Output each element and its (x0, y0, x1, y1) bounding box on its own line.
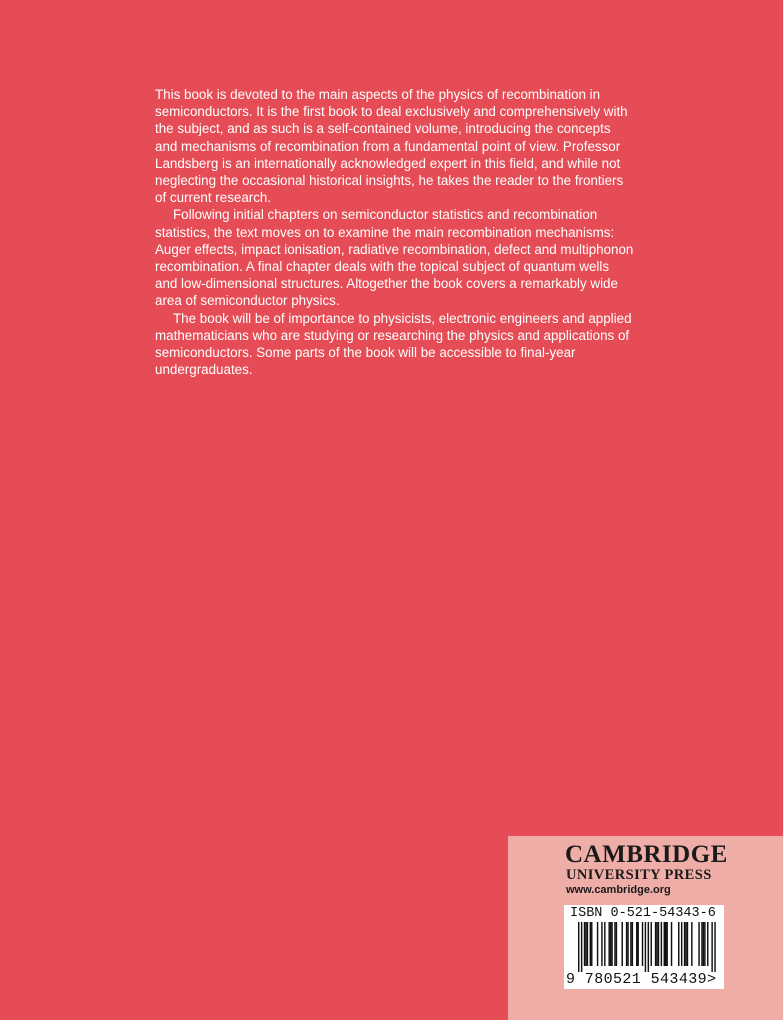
publisher-name: CAMBRIDGE (565, 841, 728, 868)
barcode-bar (656, 922, 657, 966)
barcode-bar (578, 922, 579, 972)
publisher-panel (508, 836, 783, 1020)
ean-marker: > (707, 971, 717, 988)
barcode-bar (685, 922, 686, 966)
isbn-label: ISBN 0-521-54343-6 (570, 906, 716, 921)
barcode-bar (608, 922, 609, 966)
barcode-bar (711, 922, 712, 972)
barcode-bar (666, 922, 667, 966)
barcode-bar (591, 922, 592, 966)
publisher-subtitle: UNIVERSITY PRESS (566, 867, 712, 883)
barcode-bar (614, 922, 615, 966)
barcode-bar (645, 922, 646, 972)
barcode-bar (665, 922, 666, 966)
barcode-bar (636, 922, 637, 966)
barcode-bar (691, 922, 692, 966)
blurb-paragraph-2: Following initial chapters on semiconductor statistics and recombination statistics, the text moves on to examine the main recombination mechanisms: Auger effects, impact ionisation, radiative recombination, defect and multiphonon recombination. A final chapter deals with the topical subject of quantum wells and low-dimensional structures. Altogether the book covers a remarkably wide area of semiconductor physics. (155, 207, 634, 309)
barcode-bar (626, 922, 627, 966)
barcode-bar (648, 922, 649, 972)
barcode-bar (581, 922, 582, 972)
barcode-bar (616, 922, 617, 966)
blurb-paragraph-1: This book is devoted to the main aspects of the physics of recombination in semiconductors. It is the first book to deal exclusively and comprehensively with the subject, and as such is a self-contained volume, introducing the concepts and mechanisms of recombination from a fundamental point of view. Professor Landsberg is an internationally acknowledged expert in this field, and while not neglecting the occasional historical insights, he takes the reader to the frontiers of current research. (155, 87, 628, 206)
barcode-bar (698, 922, 699, 966)
barcode-bar (714, 922, 715, 972)
cover-blurb (155, 86, 635, 378)
barcode-bar (678, 922, 679, 966)
barcode-bar (701, 922, 702, 966)
barcode-bar (597, 922, 598, 966)
barcode-bar (590, 922, 591, 966)
barcode-bar (604, 922, 605, 966)
barcode-bar (610, 922, 611, 966)
barcode-bar (703, 922, 704, 966)
barcode-bar (687, 922, 688, 966)
barcode-bar (664, 922, 665, 966)
blurb-paragraph-3: The book will be of importance to physicists, electronic engineers and applied mathematicians who are studying or researching the physics and applications of semiconductors. Some parts of the book will be accessible to final-year undergraduates. (155, 310, 632, 378)
barcode-bar (627, 922, 628, 966)
barcode-bar (630, 922, 631, 966)
barcode-bar (661, 922, 662, 966)
barcode-bar (622, 922, 623, 966)
isbn-barcode (564, 905, 724, 989)
barcode-bar (632, 922, 633, 966)
barcode-bar (707, 922, 708, 966)
barcode-bars (564, 922, 724, 972)
barcode-bar (681, 922, 682, 966)
ean-digits: 9 780521 543439 (566, 971, 708, 988)
barcode-bar (601, 922, 602, 966)
publisher-url: www.cambridge.org (566, 884, 671, 896)
barcode-bar (651, 922, 652, 966)
barcode-bar (637, 922, 638, 966)
barcode-bar (642, 922, 643, 966)
barcode-bar (584, 922, 585, 966)
barcode-bar (704, 922, 705, 966)
barcode-bar (611, 922, 612, 966)
barcode-bar (658, 922, 659, 966)
barcode-bar (587, 922, 588, 966)
barcode-bar (585, 922, 586, 966)
barcode-bar (684, 922, 685, 966)
barcode-bar (671, 922, 672, 966)
barcode-bar (655, 922, 656, 966)
